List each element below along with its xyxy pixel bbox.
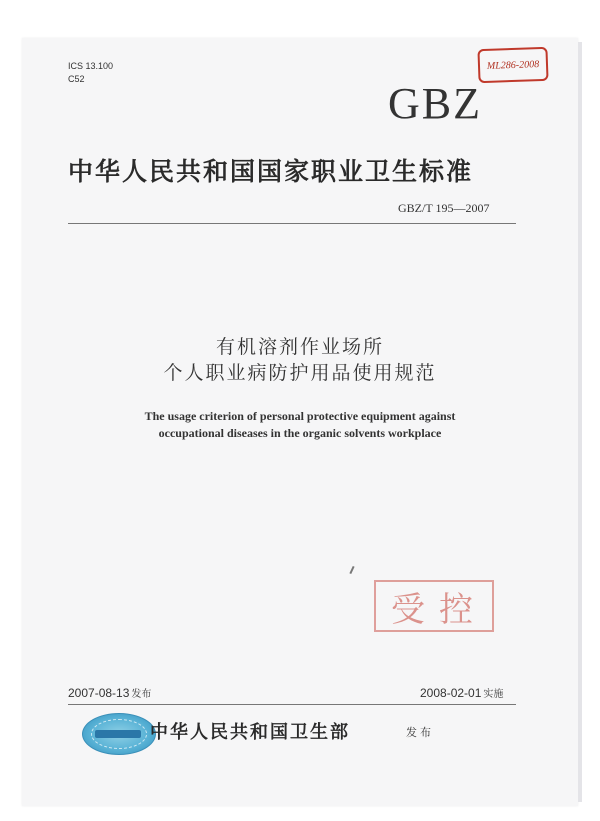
title-cn-line2: 个人职业病防护用品使用规范 (163, 362, 437, 384)
effective-date (420, 685, 503, 700)
title-en-line1: The usage criterion of personal protective equipment against (144, 409, 456, 423)
seal-band (95, 730, 141, 738)
effective-date-value: 2008-02-01 (420, 686, 482, 700)
effective-date-label: 实施 (483, 689, 504, 700)
title-en-line2: occupational diseases in the organic solvents workplace (158, 426, 442, 440)
title-cn-line1: 有机溶剂作业场所 (215, 336, 384, 358)
archive-number-stamp (477, 47, 548, 83)
ics-code: ICS 13.100 (68, 61, 114, 71)
footer-divider (68, 704, 516, 705)
issue-date (68, 685, 151, 700)
standard-number: GBZ/T 195—2007 (398, 201, 490, 215)
controlled-copy-stamp: 受控 (374, 580, 494, 632)
archive-number-text: ML286-2008 (486, 58, 540, 72)
ccs-code: C52 (68, 74, 85, 84)
issuing-action: 发布 (406, 726, 434, 739)
classification-codes (68, 60, 113, 86)
issue-date-value: 2007-08-13 (68, 686, 130, 700)
standard-category-title: 中华人民共和国国家职业卫生标准 (68, 157, 474, 186)
publisher-seal-icon (82, 713, 156, 755)
header-divider (68, 223, 516, 224)
gbz-logo: GBZ (388, 79, 482, 128)
issuing-authority: 中华人民共和国卫生部 (150, 722, 350, 743)
issue-date-label: 发布 (131, 689, 152, 700)
